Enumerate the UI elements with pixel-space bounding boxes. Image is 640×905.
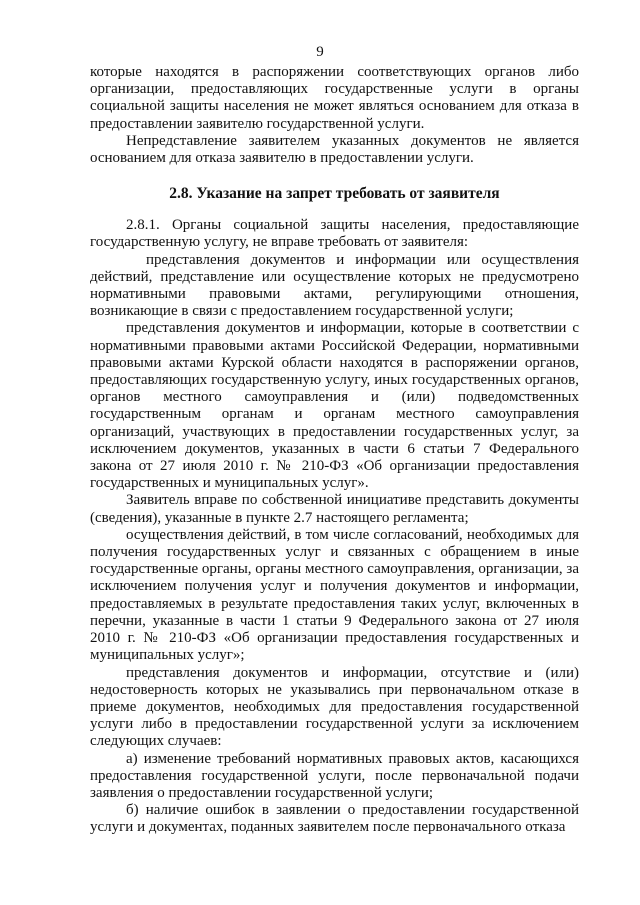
paragraph-list-item-1: представления документов и информации или осуществления действий, представление или осуществление которых не предусмотрено нормативными правовыми актами, регулирующими отношения, возникающие в связи с предоставлением государственной услуги; xyxy=(90,251,579,320)
paragraph-list-item-4: представления документов и информации, отсутствие и (или) недостоверность которых не указывались при первоначальном отказе в приеме документов, необходимых для предоставления государственной услуги либо в предоставлении государственной услуги за исключением следующих случаев: xyxy=(90,664,579,750)
page-number: 9 xyxy=(316,44,324,60)
paragraph-applicant-right: Заявитель вправе по собственной инициативе представить документы (сведения), указанные в пункте 2.7 настоящего регламента; xyxy=(90,492,579,526)
paragraph-nonsubmission: Непредставление заявителем указанных документов не является основанием для отказа заявителю в предоставлении услуги. xyxy=(90,132,579,167)
section-title: 2.8. Указание на запрет требовать от заявителя xyxy=(169,185,500,203)
document-body xyxy=(90,64,579,837)
paragraph-continuation: которые находятся в распоряжении соответствующих органов либо организации, предоставляющих государственные услуги в органы социальной защиты населения не может являться основанием для отказа в предоставлении заявителю государственной услуги. xyxy=(90,64,579,132)
paragraph-list-item-3: осуществления действий, в том числе согласований, необходимых для получения государственных услуг и связанных с обращением в иные государственные органы, органы местного самоуправления, организации, за исключением получения услуг и получения документов и информации, предоставляемых в результате предоставления таких услуг, включенных в перечни, указанные в части 1 статьи 9 Федерального закона от 27 июля 2010 г. № 210-ФЗ «Об организации предоставления государственных и муниципальных услуг»; xyxy=(90,526,579,664)
paragraph-case-a: а) изменение требований нормативных правовых актов, касающихся предоставления государственной услуги, после первоначальной подачи заявления о предоставлении государственной услуги; xyxy=(90,750,579,801)
paragraph-list-item-2: представления документов и информации, которые в соответствии с нормативными правовыми актами Российской Федерации, нормативными правовыми актами Курской области находятся в распоряжении органов, предоставляющих государственную услугу, иных государственных органов, органов местного самоуправления и (или) подведомственных государственным органам и органам местного самоуправления организаций, участвующих в предоставлении государственных услуг, за исключением документов, указанных в части 6 статьи 7 Федерального закона от 27 июля 2010 г. № 210-ФЗ «Об организации предоставления государственных и муниципальных услуг». xyxy=(90,320,579,492)
paragraph-case-b: б) наличие ошибок в заявлении о предоставлении государственной услуги и документах, поданных заявителем после первоначального отказа xyxy=(90,802,579,836)
paragraph-2-8-1: 2.8.1. Органы социальной защиты населения, предоставляющие государственную услугу, не вправе требовать от заявителя: xyxy=(90,217,579,251)
